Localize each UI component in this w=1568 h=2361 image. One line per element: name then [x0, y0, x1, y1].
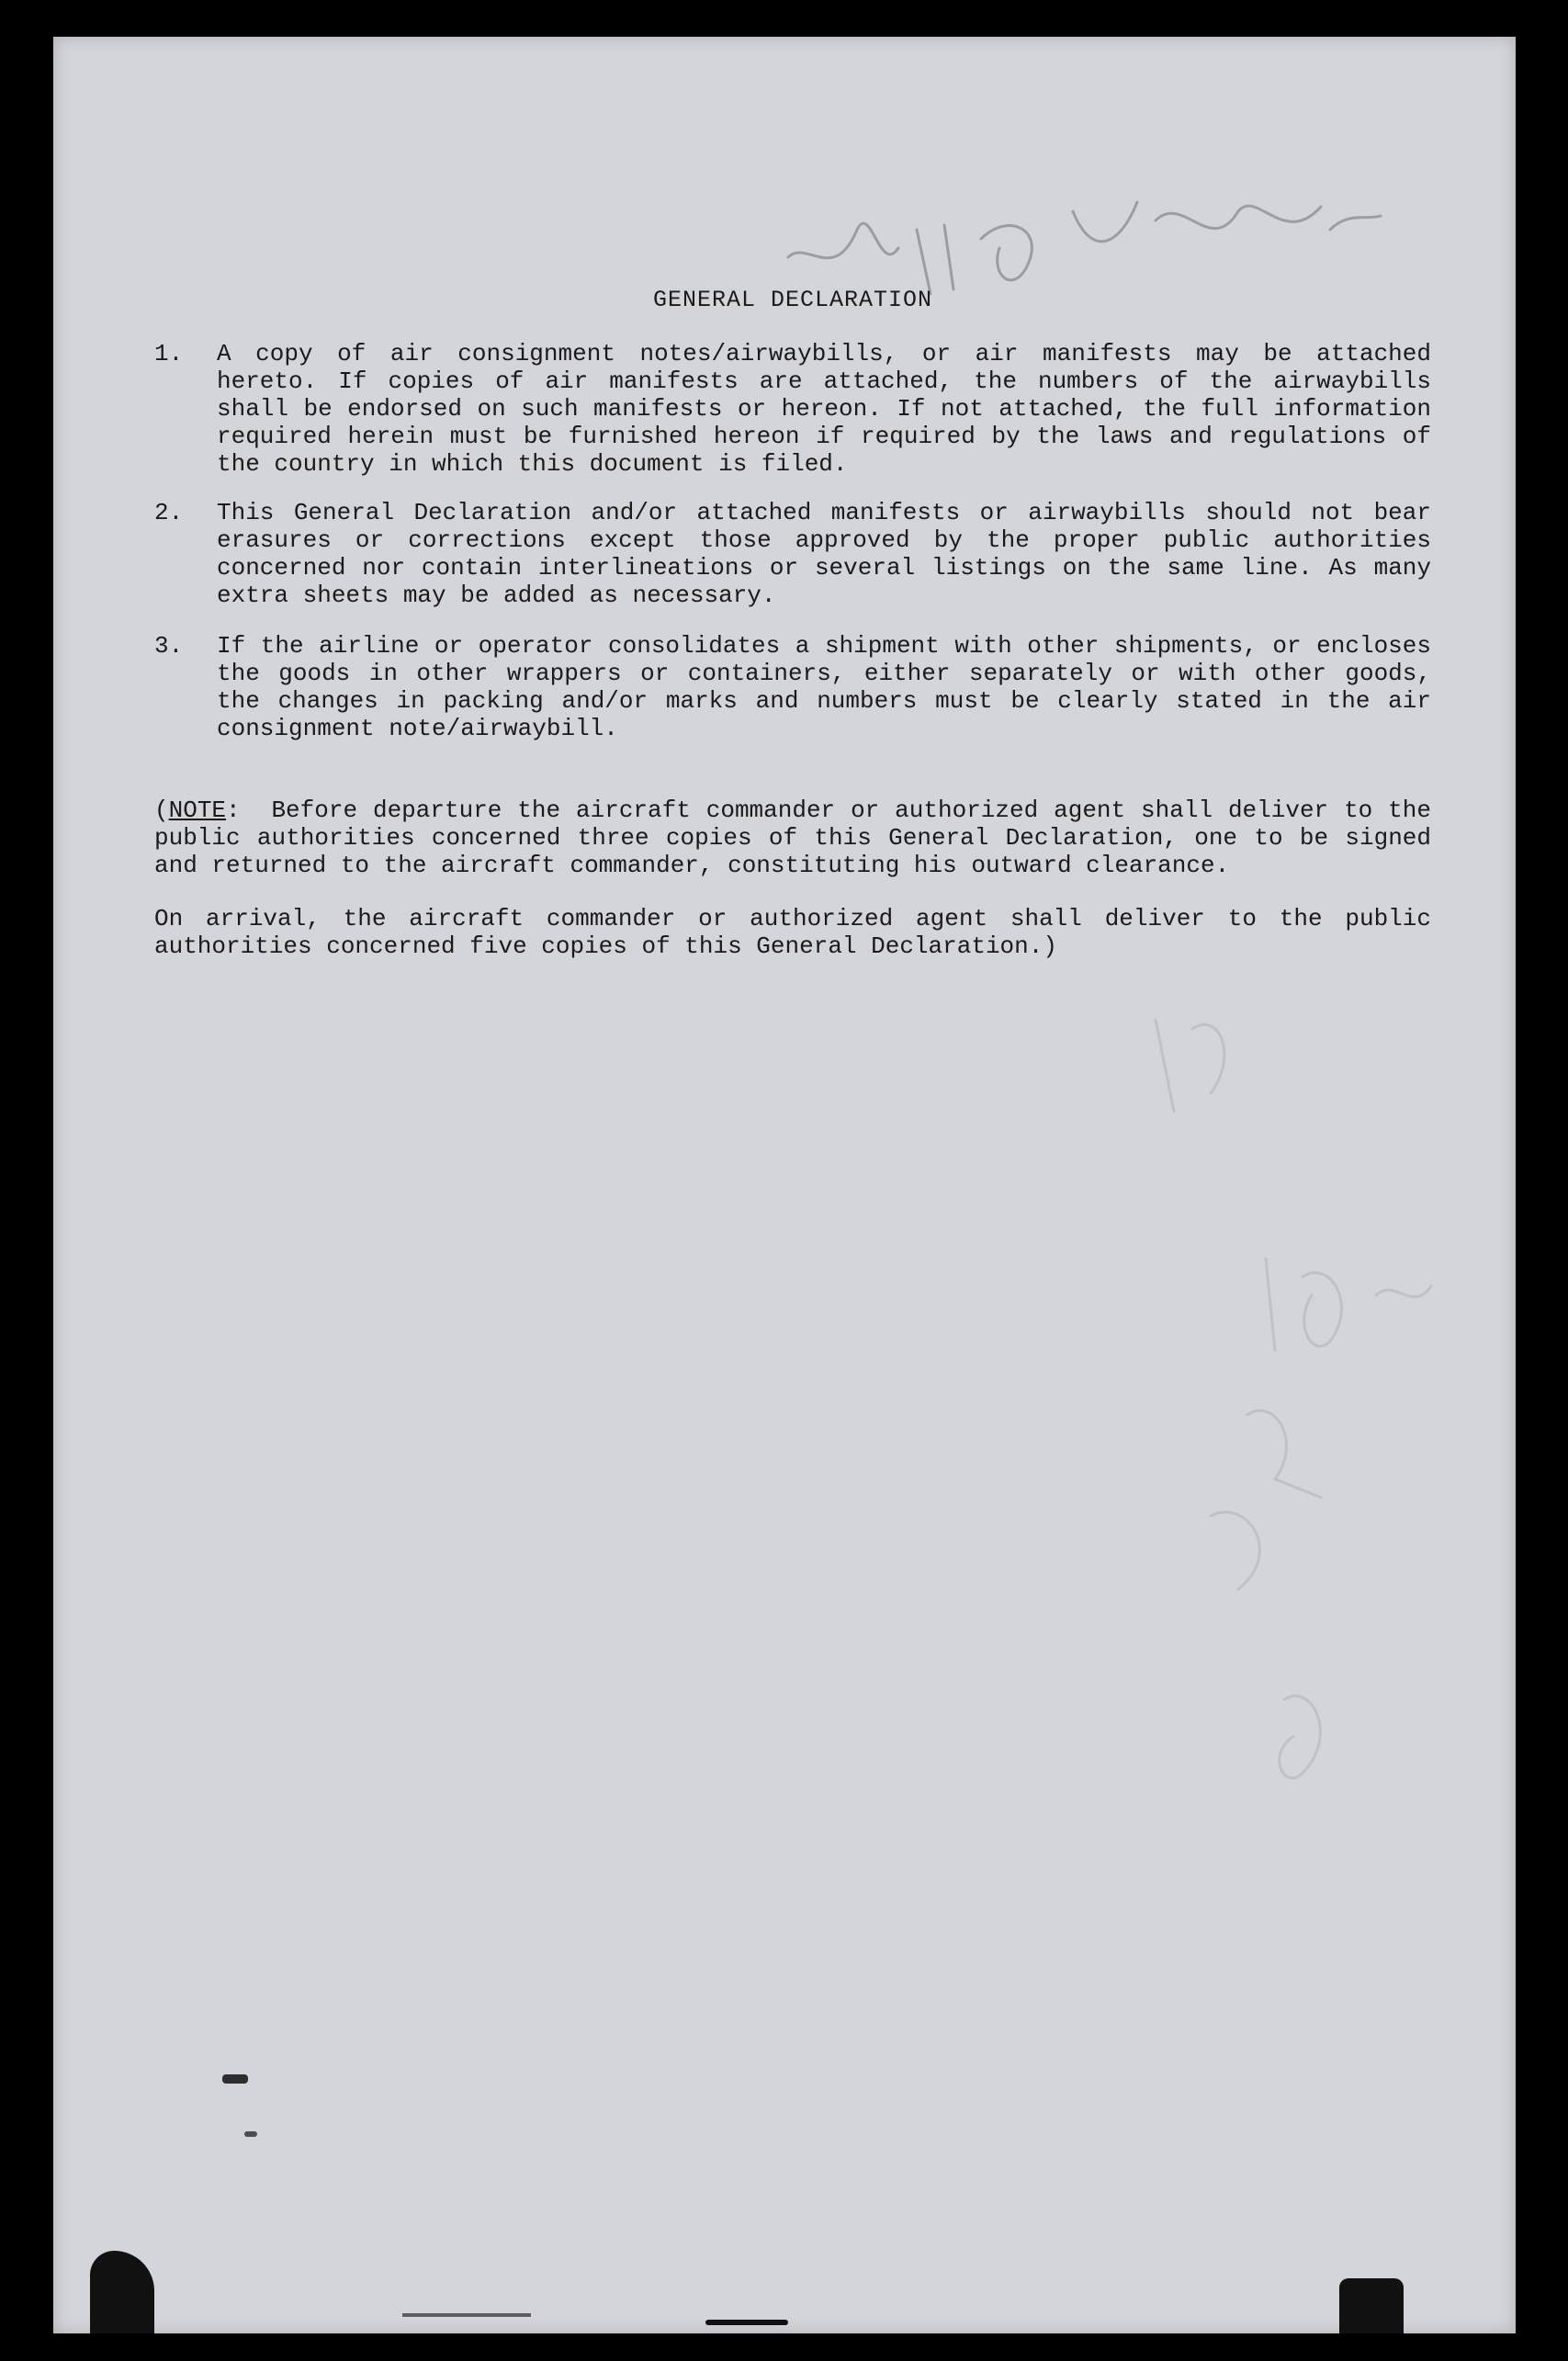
list-item-number: 1. [154, 340, 184, 367]
handwritten-annotation [770, 175, 1394, 340]
note-open-paren: ( [154, 796, 169, 824]
arrival-paragraph: On arrival, the aircraft commander or authorized agent shall deliver to the public authorities concerned five copies of this General Declaration.) [154, 905, 1431, 960]
note-text: Before departure the aircraft commander or authorized agent shall deliver to the public authorities concerned three copies of this General Declaration, one to be signed and returned to the aircraft commander, constituting his outward clearance. [154, 796, 1431, 879]
list-item-text: If the airline or operator consolidates a shipment with other shipments, or encloses the goods in other wrappers or containers, either separately or with other goods, the changes in packing and/or marks and numbers must be clearly stated in the air consignment note/airwaybill. [217, 632, 1431, 742]
bottom-edge-mark-center [705, 2320, 788, 2325]
stray-ink-dot [222, 2074, 248, 2084]
bottom-edge-mark-left [90, 2251, 154, 2333]
bottom-edge-mark-right [1339, 2278, 1404, 2333]
list-item-text: This General Declaration and/or attached manifests or airwaybills should not bear erasures or corrections except those approved by the proper public authorities concerned nor contain interlineations or several listings on the same line. As many extra sheets may be added as necessary. [217, 499, 1431, 609]
list-item-3 [154, 632, 1431, 742]
list-item-text: A copy of air consignment notes/airwaybills, or air manifests may be attached hereto. If copies of air manifests are attached, the numbers of the airwaybills shall be endorsed on such manifests or hereon. If not attached, the full information required herein must be furnished hereon if required by the laws and regulations of the country in which this document is filed. [217, 340, 1431, 478]
note-colon: : [226, 796, 241, 824]
list-item-number: 3. [154, 632, 184, 660]
list-item-2 [154, 499, 1431, 609]
bottom-edge-mark-bracket [402, 2313, 531, 2317]
stray-ink-dot-2 [244, 2131, 257, 2137]
list-item-1 [154, 340, 1431, 478]
page-title: GENERAL DECLARATION [652, 287, 933, 313]
note-label: NOTE [168, 796, 227, 824]
list-item-number: 2. [154, 499, 184, 526]
note-paragraph [154, 796, 1431, 879]
document-page [53, 37, 1516, 2333]
bleed-through-marks [1137, 1001, 1523, 1828]
